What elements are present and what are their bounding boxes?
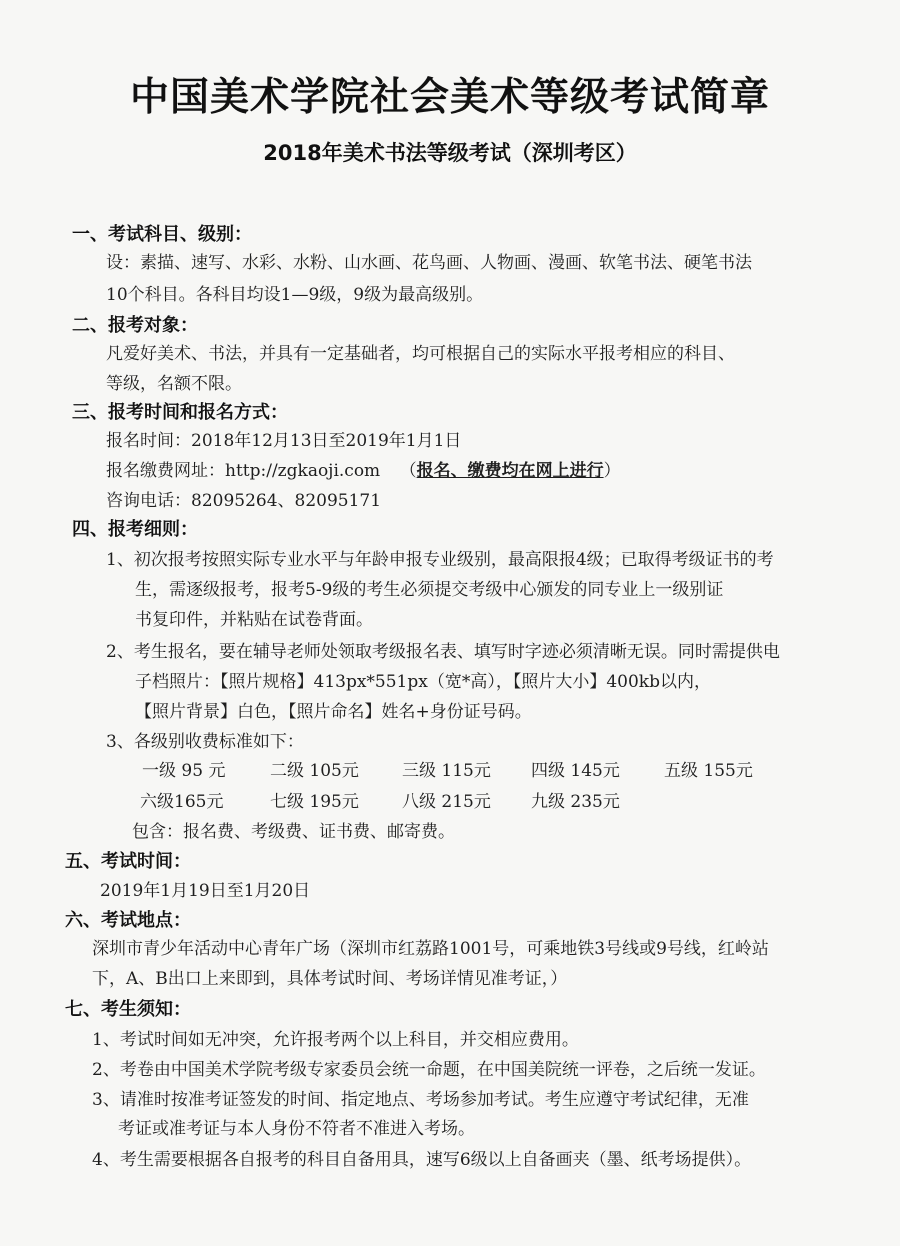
rule-3-title: 3、各级别收费标准如下： bbox=[106, 732, 304, 752]
fee-level-6: 六级165元 bbox=[140, 792, 224, 812]
notice-3-line-1: 3、请准时按准考证签发的时间、指定地点、考场参加考试。考生应遵守考试纪律，无准 bbox=[92, 1090, 749, 1110]
exam-location-line-1: 深圳市青少年活动中心青年广场（深圳市红荔路1001号，可乘地铁3号线或9号线，红岭站 bbox=[92, 939, 769, 959]
rule-1-line-2: 生，需逐级报考，报考5-9级的考生必须提交考级中心颁发的同专业上一级别证 bbox=[135, 580, 724, 600]
section-2-line-2: 等级，名额不限。 bbox=[106, 374, 242, 394]
fee-level-7: 七级 195元 bbox=[270, 792, 359, 812]
notice-2: 2、考卷由中国美术学院考级专家委员会统一命题，在中国美院统一评卷，之后统一发证。 bbox=[92, 1060, 766, 1080]
exam-dates: 2019年1月19日至1月20日 bbox=[100, 881, 311, 901]
document-subtitle: 2018年美术书法等级考试（深圳考区） bbox=[263, 141, 637, 165]
fee-level-5: 五级 155元 bbox=[664, 761, 753, 781]
section-2-heading: 二、报考对象： bbox=[72, 315, 198, 336]
registration-url-line bbox=[106, 456, 621, 481]
notice-1: 1、考试时间如无冲突，允许报考两个以上科目，并交相应费用。 bbox=[92, 1030, 579, 1050]
section-4-heading: 四、报考细则： bbox=[72, 519, 198, 540]
fee-level-2: 二级 105元 bbox=[270, 761, 359, 781]
section-1-heading: 一、考试科目、级别： bbox=[72, 224, 252, 245]
fee-level-1: 一级 95 元 bbox=[142, 761, 226, 781]
fee-level-4: 四级 145元 bbox=[531, 761, 620, 781]
registration-url-label: 报名缴费网址：http://zgkaoji.com bbox=[106, 461, 381, 481]
section-7-heading: 七、考生须知： bbox=[65, 999, 191, 1020]
rule-2-line-3: 【照片背景】白色，【照片命名】姓名+身份证号码。 bbox=[135, 702, 532, 722]
fee-level-8: 八级 215元 bbox=[402, 792, 491, 812]
fee-includes: 包含：报名费、考级费、证书费、邮寄费。 bbox=[132, 822, 455, 842]
rule-1-line-3: 书复印件，并粘贴在试卷背面。 bbox=[135, 610, 373, 630]
paren-open: （ bbox=[399, 461, 417, 481]
section-3-heading: 三、报考时间和报名方式： bbox=[72, 402, 288, 423]
registration-online-note: 报名、缴费均在网上进行 bbox=[416, 461, 604, 481]
notice-3-line-2: 考证或准考证与本人身份不符者不准进入考场。 bbox=[118, 1119, 475, 1139]
rule-2-line-2: 子档照片：【照片规格】413px*551px（宽*高），【照片大小】400kb以内， bbox=[135, 672, 711, 692]
section-1-line-1: 设：素描、速写、水彩、水粉、山水画、花鸟画、人物画、漫画、软笔书法、硬笔书法 bbox=[106, 253, 752, 273]
registration-date: 报名时间：2018年12月13日至2019年1月1日 bbox=[106, 431, 462, 451]
rule-2-line-1: 2、考生报名，要在辅导老师处领取考级报名表、填写时字迹必须清晰无误。同时需提供电 bbox=[106, 642, 780, 662]
notice-4: 4、考生需要根据各自报考的科目自备用具，速写6级以上自备画夹（墨、纸考场提供）。 bbox=[92, 1150, 752, 1170]
section-5-heading: 五、考试时间： bbox=[65, 851, 191, 872]
paren-close: ） bbox=[603, 461, 621, 481]
rule-1-line-1: 1、初次报考按照实际专业水平与年龄申报专业级别，最高限报4级；已取得考级证书的考 bbox=[106, 550, 774, 570]
consult-phone: 咨询电话：82095264、82095171 bbox=[106, 491, 382, 511]
section-1-line-2: 10个科目。各科目均设1—9级，9级为最高级别。 bbox=[106, 285, 484, 305]
section-6-heading: 六、考试地点： bbox=[65, 910, 191, 931]
fee-level-9: 九级 235元 bbox=[531, 792, 620, 812]
fee-level-3: 三级 115元 bbox=[402, 761, 491, 781]
document-title: 中国美术学院社会美术等级考试简章 bbox=[129, 75, 770, 120]
exam-location-line-2: 下，A、B出口上来即到，具体考试时间、考场详情见准考证，） bbox=[92, 969, 568, 989]
section-2-line-1: 凡爱好美术、书法，并具有一定基础者，均可根据自己的实际水平报考相应的科目、 bbox=[106, 344, 735, 364]
